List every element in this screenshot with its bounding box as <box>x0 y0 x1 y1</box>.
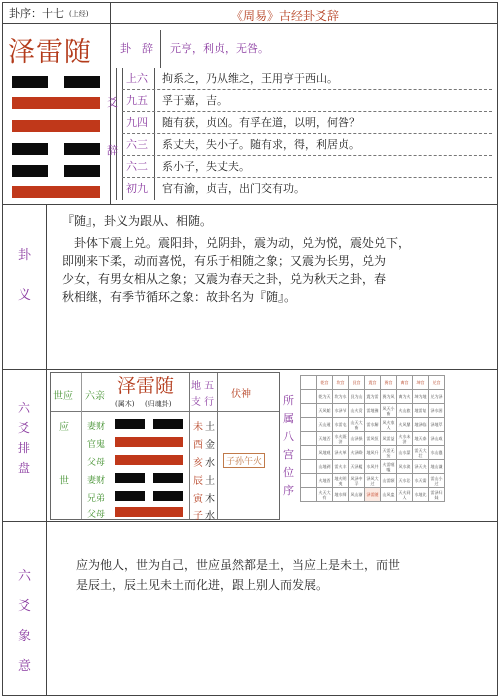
guayi-para-2-line: 即刚来下柔，动而喜悦，有乐于相随之象；又震为长男，兑为 <box>62 254 387 268</box>
palace-cell: 水风井 <box>365 460 381 474</box>
palace-label-char: 所 <box>283 394 294 407</box>
yao-text: 随有获，贞凶。有孚在道，以明，何咎？ <box>162 116 360 129</box>
line-2-yin-right <box>64 165 100 177</box>
row-wuxing: 水 <box>205 458 215 469</box>
palace-cell: 天山遁 <box>317 418 333 432</box>
palace-cell: 山地剥 <box>317 460 333 474</box>
xiangyi-label-char: 六 <box>18 569 32 584</box>
paipan-belong: (属木) <box>115 400 135 408</box>
row-liuqin: 父母 <box>87 510 106 520</box>
palace-row-label <box>301 432 317 446</box>
palace-cell: 地雷复 <box>413 404 429 418</box>
row-dizhi: 辰 <box>193 476 203 487</box>
row-yang <box>115 507 183 517</box>
yao-pos: 九五 <box>126 94 148 107</box>
palace-header-cell: 巽宫 <box>381 376 397 390</box>
palace-cell: 巽为风 <box>381 390 397 404</box>
palace-cell: 雷风恒 <box>365 432 381 446</box>
wuxing-label-2: 行 <box>204 397 214 408</box>
palace-cell: 山天大畜 <box>350 419 363 430</box>
palace-cell: 泽风大过 <box>366 475 379 486</box>
palace-row <box>301 474 445 488</box>
col-divider <box>217 373 218 519</box>
paipan-table <box>50 372 280 520</box>
guayi-label-2: 义 <box>18 288 32 303</box>
palace-cell: 雷火丰 <box>333 460 349 474</box>
palace-header-cell: 离宫 <box>397 376 413 390</box>
paipan-label-char: 爻 <box>18 421 31 435</box>
palace-row <box>301 488 445 502</box>
yao-pos: 初九 <box>126 182 148 195</box>
header-divider <box>110 2 111 24</box>
palace-cell: 泽火革 <box>333 446 349 460</box>
row-dizhi: 亥 <box>193 458 203 469</box>
guayi-para-2-line: 卦体下震上兑。震阳卦，兑阴卦，震为动，兑为悦，震处兑下， <box>74 236 411 250</box>
palace-cell: 地泽临 <box>413 418 429 432</box>
yao-label-2: 辞 <box>107 144 118 157</box>
palace-cell: 水雷屯 <box>333 418 349 432</box>
row-yin-right <box>153 419 183 429</box>
dizhi-label-2: 支 <box>191 397 201 408</box>
palace-header-cell: 震宫 <box>365 376 381 390</box>
palace-cell: 雷天大壮 <box>414 447 427 458</box>
palace-cell: 火天大有 <box>318 489 331 500</box>
paipan-hexagram-name: 泽雷随 <box>117 375 175 397</box>
xiangyi-line: 应为他人，世为自己，世应虽然都是土，当应上是未土，而世 <box>76 558 401 572</box>
yao-pos: 六二 <box>126 160 148 173</box>
yao-text: 官有渝，贞吉，出门交有功。 <box>162 182 305 195</box>
palace-cell: 泽山咸 <box>429 432 445 446</box>
palace-header-cell: 坎宫 <box>333 376 349 390</box>
palace-cell: 火山旅 <box>397 404 413 418</box>
palace-cell: 兑为泽 <box>429 390 445 404</box>
yao-pos: 九四 <box>126 116 148 129</box>
palace-row-label <box>301 460 317 474</box>
xiangyi-label-char: 意 <box>18 659 32 674</box>
line-6-yin-right <box>64 76 100 88</box>
col-divider <box>189 373 190 519</box>
paipan-label-char: 排 <box>18 441 31 455</box>
palace-cell: 雷水解 <box>365 418 381 432</box>
palace-cell: 火泽睽 <box>349 446 365 460</box>
line-3-yin-left <box>12 143 48 155</box>
yao-row <box>122 178 492 200</box>
page-title: 《周易》古经卦爻辞 <box>231 9 340 23</box>
yao-pos: 上六 <box>126 72 148 85</box>
row-yin-left <box>115 419 145 429</box>
row-dizhi: 未 <box>193 422 203 433</box>
palace-cell: 天火同人 <box>398 489 411 500</box>
palace-cell: 坤为地 <box>413 390 429 404</box>
palace-cell: 地天泰 <box>413 432 429 446</box>
yao-text: 系丈夫，失小子。随有求，得，利居贞。 <box>162 138 360 151</box>
palace-cell: 地风升 <box>365 446 381 460</box>
palace-row-label <box>301 446 317 460</box>
palace-corner <box>301 376 317 390</box>
yao-text: 系小子，失丈夫。 <box>162 160 250 173</box>
paipan-label-char: 盘 <box>18 461 31 475</box>
row-wuxing: 金 <box>205 440 215 451</box>
palace-cell: 雷地豫 <box>365 404 381 418</box>
guayi-block <box>2 204 498 370</box>
row-wuxing: 木 <box>205 494 215 505</box>
col-liuqin: 六亲 <box>85 391 105 402</box>
palace-row-label <box>301 404 317 418</box>
yao-text: 孚于嘉，吉。 <box>162 94 228 107</box>
palace-cell: 风雷益 <box>381 432 397 446</box>
palace-label-char: 宫 <box>283 448 294 461</box>
palace-row-label <box>301 390 317 404</box>
fushen-label: 伏神 <box>231 389 251 400</box>
palace-header-cell: 坤宫 <box>413 376 429 390</box>
palace-cell: 地水师 <box>333 488 349 502</box>
palace-cell: 地火明夷 <box>334 475 347 486</box>
row-wuxing: 水 <box>205 511 215 522</box>
yao-row <box>122 134 492 156</box>
palace-header-cell: 乾宫 <box>317 376 333 390</box>
palace-cell: 火地晋 <box>317 474 333 488</box>
palace-row <box>301 404 445 418</box>
palace-cell: 天泽履 <box>349 460 365 474</box>
yao-row <box>122 68 492 90</box>
paipan-divider <box>46 369 47 522</box>
line-2-yin-left <box>12 165 48 177</box>
palace-row <box>301 390 445 404</box>
palace-cell: 风泽中孚 <box>350 475 363 486</box>
guayi-para-2-line: 秋相继，有季节循环之象：故卦名为『随』。 <box>62 290 297 304</box>
palace-cell: 泽水困 <box>429 404 445 418</box>
palace-cell: 风山渐 <box>349 488 365 502</box>
row-yin-left <box>115 473 145 483</box>
line-4-yang <box>12 120 100 132</box>
palace-cell: 山风蛊 <box>381 488 397 502</box>
palace-cell: 震为雷 <box>365 390 381 404</box>
palace-cell: 火雷噬嗑 <box>382 461 395 472</box>
palace-row <box>301 432 445 446</box>
xiangyi-label <box>18 562 32 682</box>
palace-cell: 天雷无妄 <box>382 447 395 458</box>
palace-cell: 风水涣 <box>397 460 413 474</box>
guayi-label-1: 卦 <box>18 248 32 263</box>
row-liuqin: 兄弟 <box>87 494 106 504</box>
palace-cell: 水天需 <box>413 474 429 488</box>
palace-header-cell: 兑宫 <box>429 376 445 390</box>
palace-label-char: 位 <box>283 466 294 479</box>
palace-row-label <box>301 418 317 432</box>
yao-row <box>122 112 492 134</box>
palace-cell: 泽雷随 <box>365 488 381 502</box>
palace-row-label <box>301 474 317 488</box>
dizhi-label-1: 地 <box>191 381 201 392</box>
palace-cell: 离为火 <box>397 390 413 404</box>
hexagram-name: 泽雷随 <box>8 37 92 68</box>
line-6-yin-left <box>12 76 48 88</box>
palace-cell: 风天小畜 <box>382 405 395 416</box>
palace-cell: 雷泽归妹 <box>430 489 443 500</box>
xiangyi-label-char: 象 <box>18 629 32 644</box>
wuxing-label-1: 五 <box>204 381 214 392</box>
row-yin-right <box>153 473 183 483</box>
row-liuqin: 妻财 <box>87 476 106 486</box>
gua-ci-label: 卦 辞 <box>120 42 153 55</box>
sequence-label: 卦序：十七 <box>9 7 64 20</box>
yao-pos: 六三 <box>126 138 148 151</box>
palace-cell: 火风鼎 <box>397 418 413 432</box>
gua-ci-text: 元亨，利贞，无咎。 <box>170 42 269 55</box>
row-dizhi: 子 <box>193 511 203 522</box>
yao-row <box>122 90 492 112</box>
xiangyi-block <box>2 521 498 696</box>
palace-cell: 风火家人 <box>382 419 395 430</box>
palace-cell: 天风姤 <box>317 404 333 418</box>
palace-cell: 水地比 <box>413 488 429 502</box>
palace-cell: 火水未济 <box>398 433 411 444</box>
palace-header-cell: 艮宫 <box>349 376 365 390</box>
row-liuqin: 妻财 <box>87 422 106 432</box>
page-header <box>2 2 498 24</box>
yao-text: 拘系之，乃从维之，王用亨于西山。 <box>162 72 338 85</box>
palace-cell: 泽地萃 <box>429 418 445 432</box>
guayi-divider <box>46 204 47 370</box>
line-3-yin-right <box>64 143 100 155</box>
gua-ci-divider <box>160 30 161 68</box>
yao-row <box>122 156 492 178</box>
fushen-value: 子孙午火 <box>223 453 265 468</box>
row-dizhi: 酉 <box>193 440 203 451</box>
palace-cell: 泽天夬 <box>413 460 429 474</box>
yao-label-1: 爻 <box>107 96 118 109</box>
paipan-label-char: 六 <box>18 401 31 415</box>
row-liuqin: 父母 <box>87 458 106 468</box>
palace-cell: 山水蒙 <box>397 446 413 460</box>
palace-row <box>301 460 445 474</box>
line-5-yang <box>12 97 100 109</box>
row-wuxing: 土 <box>205 422 215 433</box>
palace-cell: 山火贲 <box>349 404 365 418</box>
palace-cell: 艮为山 <box>349 390 365 404</box>
xiangyi-line: 是辰土，辰土见未土而化进，跟上别人而发展。 <box>76 578 329 592</box>
row-yang <box>115 437 183 447</box>
palace-label-char: 八 <box>283 430 294 443</box>
palace-cell: 天地否 <box>317 432 333 446</box>
palace-cell: 水火既济 <box>334 433 347 444</box>
palace-cell: 水山蹇 <box>429 446 445 460</box>
palace-cell: 水泽节 <box>333 404 349 418</box>
palace-table <box>300 375 494 517</box>
palace-label-char: 属 <box>283 412 294 425</box>
row-shiying: 应 <box>59 422 69 433</box>
guayi-para-2-line: 少女，有男女相从之象；又震为春天之卦，兑为秋天之卦，春 <box>62 272 387 286</box>
palace-row <box>301 446 445 460</box>
sequence-note: (上经) <box>69 10 89 18</box>
palace-cell: 山雷颐 <box>381 474 397 488</box>
row-dizhi: 寅 <box>193 494 203 505</box>
guayi-para-1: 『随』，卦义为跟从、相随。 <box>62 214 213 228</box>
row-yin-right <box>153 491 183 501</box>
paipan-type: (归魂卦) <box>145 400 172 408</box>
palace-cell: 地山谦 <box>429 460 445 474</box>
col-shiying: 世应 <box>53 391 73 402</box>
palace-cell: 风地观 <box>317 446 333 460</box>
xiangyi-label-char: 爻 <box>18 599 32 614</box>
yao-ci-table <box>107 68 492 204</box>
row-wuxing: 土 <box>205 476 215 487</box>
palace-row-label <box>301 488 317 502</box>
palace-cell: 天水讼 <box>397 474 413 488</box>
palace-cell: 乾为天 <box>317 390 333 404</box>
palace-cell: 山泽损 <box>349 432 365 446</box>
line-1-yang <box>12 186 100 198</box>
yao-left-border <box>116 68 117 200</box>
palace-label-char: 序 <box>283 484 294 497</box>
row-liuqin: 官鬼 <box>87 440 106 450</box>
header-rule <box>51 411 279 412</box>
row-yin-left <box>115 491 145 501</box>
col-divider <box>81 373 82 519</box>
hexagram-divider <box>110 23 111 205</box>
xiangyi-divider <box>46 521 47 696</box>
row-yang <box>115 455 183 465</box>
row-shiying: 世 <box>59 476 69 487</box>
palace-cell: 雷山小过 <box>430 475 443 486</box>
palace-row <box>301 418 445 432</box>
palace-cell: 坎为水 <box>333 390 349 404</box>
paipan-label <box>18 398 32 478</box>
palace-label <box>283 392 297 500</box>
